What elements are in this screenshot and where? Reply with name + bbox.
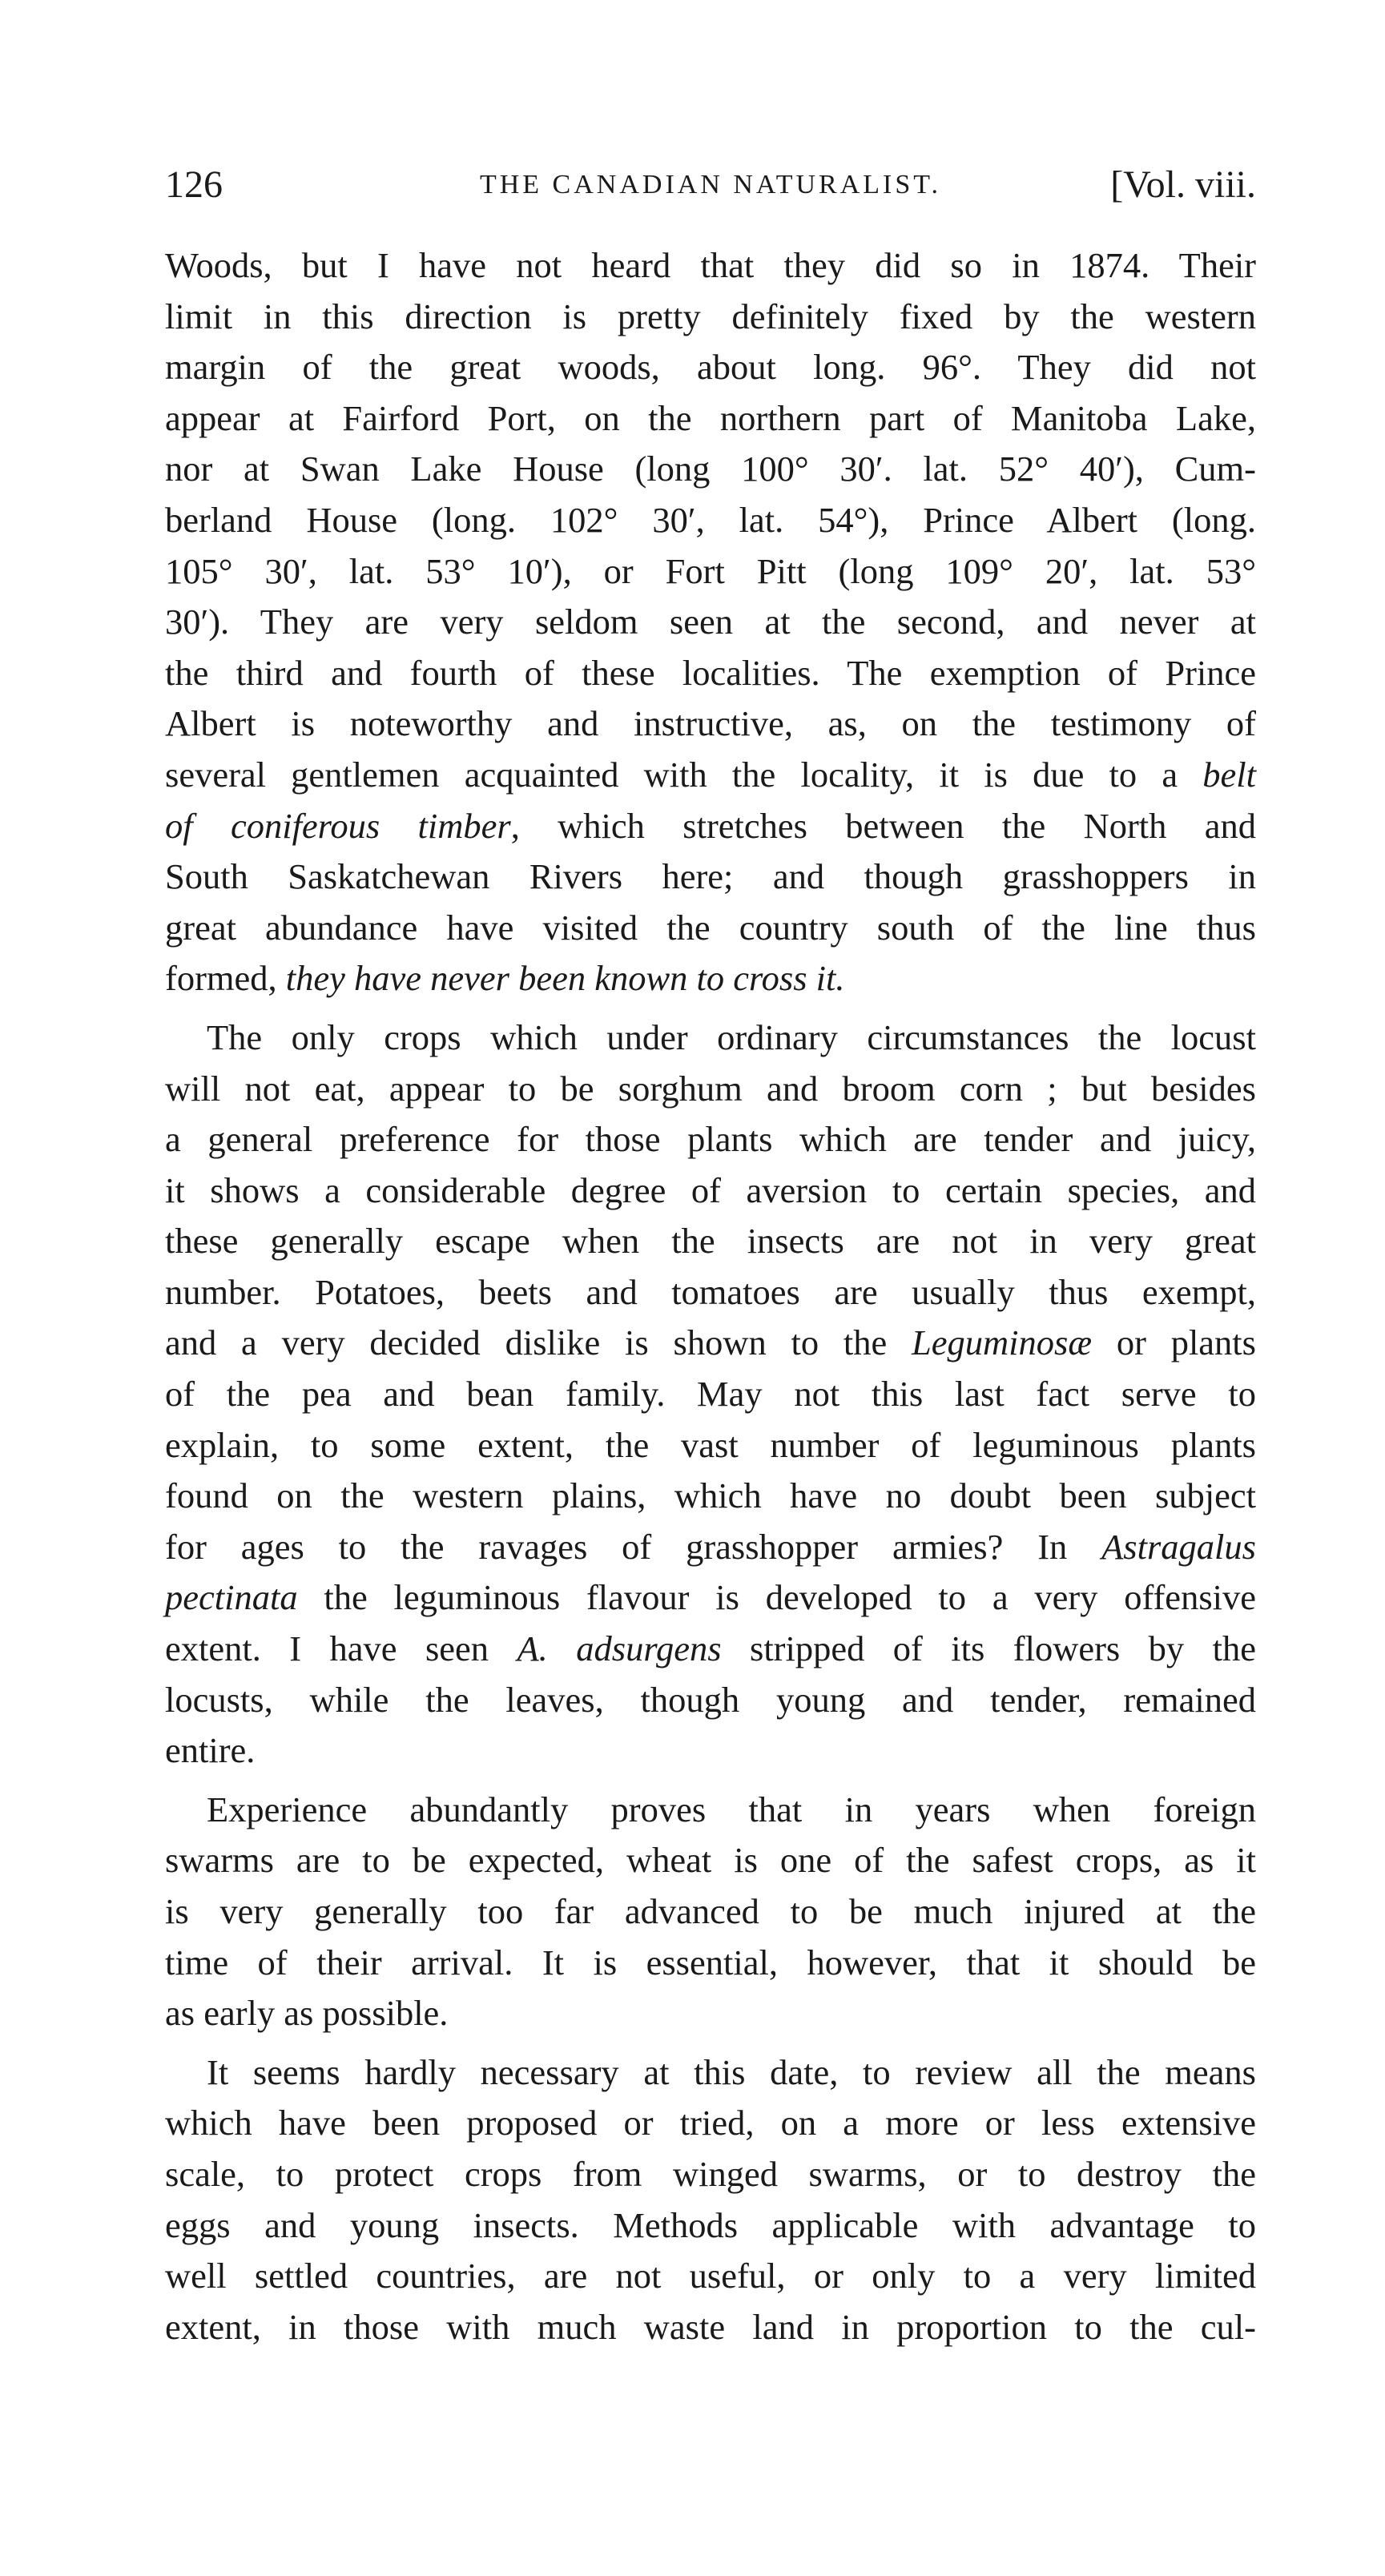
italic-text: pectinata	[165, 1577, 298, 1618]
text-line: pectinata the leguminous flavour is developed to a very offensive	[165, 1577, 1256, 1618]
paragraph	[165, 1012, 1256, 1777]
text-line: It seems hardly necessary at this date, to review all the means	[207, 2051, 1256, 2092]
text-line: eggs and young insects. Methods applicable with advantage to	[165, 2204, 1256, 2245]
text-line: berland House (long. 102° 30′, lat. 54°), Prince Albert (long.	[165, 499, 1256, 540]
paragraph	[165, 1785, 1256, 2039]
text-line: explain, to some extent, the vast number of leguminous plants	[165, 1424, 1256, 1465]
text-line: will not eat, appear to be sorghum and broom corn ; but besides	[165, 1068, 1256, 1109]
text-line: scale, to protect crops from winged swarms, or to destroy the	[165, 2153, 1256, 2194]
text-line: as early as possible.	[165, 1993, 449, 2034]
text-line: Albert is noteworthy and instructive, as, on the testimony of	[165, 703, 1256, 744]
volume-label: [Vol. viii.	[1110, 163, 1256, 206]
italic-text: belt	[1202, 754, 1256, 795]
italic-text: of coniferous timber	[165, 805, 511, 846]
page-header	[165, 157, 1256, 213]
text-line: Woods, but I have not heard that they did so in 1874. Their	[165, 245, 1256, 285]
text-line: extent, in those with much waste land in proportion to the cul-	[165, 2306, 1256, 2347]
text-line: South Saskatchewan Rivers here; and though grasshoppers in	[165, 856, 1256, 897]
italic-text: Astragalus	[1101, 1526, 1256, 1567]
text-line: well settled countries, are not useful, or only to a very limited	[165, 2256, 1256, 2296]
body-text	[165, 240, 1256, 2353]
running-title: THE CANADIAN NATURALIST.	[479, 170, 942, 199]
text-line: and a very decided dislike is shown to the Leguminosæ or plants	[165, 1322, 1256, 1363]
text-line: time of their arrival. It is essential, however, that it should be	[165, 1942, 1256, 1982]
text-line: these generally escape when the insects are not in very great	[165, 1221, 1256, 1262]
text-line: 30′). They are very seldom seen at the second, and never at	[165, 602, 1256, 642]
text-line: a general preference for those plants which are tender and juicy,	[165, 1119, 1256, 1160]
text-line: of coniferous timber, which stretches between the North and	[165, 805, 1257, 846]
text-line: formed, they have never been known to cross it.	[165, 958, 845, 999]
text-line: found on the western plains, which have no doubt been subject	[165, 1475, 1256, 1516]
text-line: nor at Swan Lake House (long 100° 30′. lat. 52° 40′), Cum-	[165, 449, 1256, 489]
text-line: number. Potatoes, beets and tomatoes are usually thus exempt,	[165, 1271, 1256, 1312]
paragraph	[165, 240, 1256, 1004]
text-line: swarms are to be expected, wheat is one of the safest crops, as it	[165, 1840, 1256, 1881]
text-line: Experience abundantly proves that in years when foreign	[207, 1789, 1256, 1829]
text-line: extent. I have seen A. adsurgens stripped of its flowers by the	[165, 1628, 1256, 1669]
text-line: margin of the great woods, about long. 96°. They did not	[165, 347, 1256, 388]
text-line: several gentlemen acquainted with the locality, it is due to a belt	[165, 754, 1256, 795]
paragraph	[165, 2047, 1256, 2353]
text-line: is very generally too far advanced to be much injured at the	[165, 1891, 1256, 1931]
text-line: of the pea and bean family. May not this last fact serve to	[165, 1374, 1256, 1415]
text-line: great abundance have visited the country south of the line thus	[165, 907, 1256, 948]
italic-text: A. adsurgens	[517, 1628, 722, 1669]
text-line: entire.	[165, 1730, 256, 1771]
italic-text: they have never been known to cross it.	[285, 958, 845, 999]
text-line: 105° 30′, lat. 53° 10′), or Fort Pitt (long 109° 20′, lat. 53°	[165, 550, 1256, 591]
text-line: The only crops which under ordinary circumstances the locust	[207, 1016, 1256, 1057]
text-line: it shows a considerable degree of aversion to certain species, and	[165, 1169, 1256, 1210]
document-page	[165, 157, 1256, 2353]
text-line: limit in this direction is pretty definitely fixed by the western	[165, 296, 1256, 336]
page-number: 126	[165, 163, 223, 206]
text-line: for ages to the ravages of grasshopper armies? In Astragalus	[165, 1526, 1256, 1567]
text-line: locusts, while the leaves, though young and tender, remained	[165, 1679, 1256, 1720]
text-line: the third and fourth of these localities. The exemption of Prince	[165, 652, 1256, 693]
text-line: which have been proposed or tried, on a more or less extensive	[165, 2103, 1256, 2143]
text-line: appear at Fairford Port, on the northern part of Manitoba Lake,	[165, 397, 1256, 438]
italic-text: Leguminosæ	[912, 1322, 1093, 1363]
